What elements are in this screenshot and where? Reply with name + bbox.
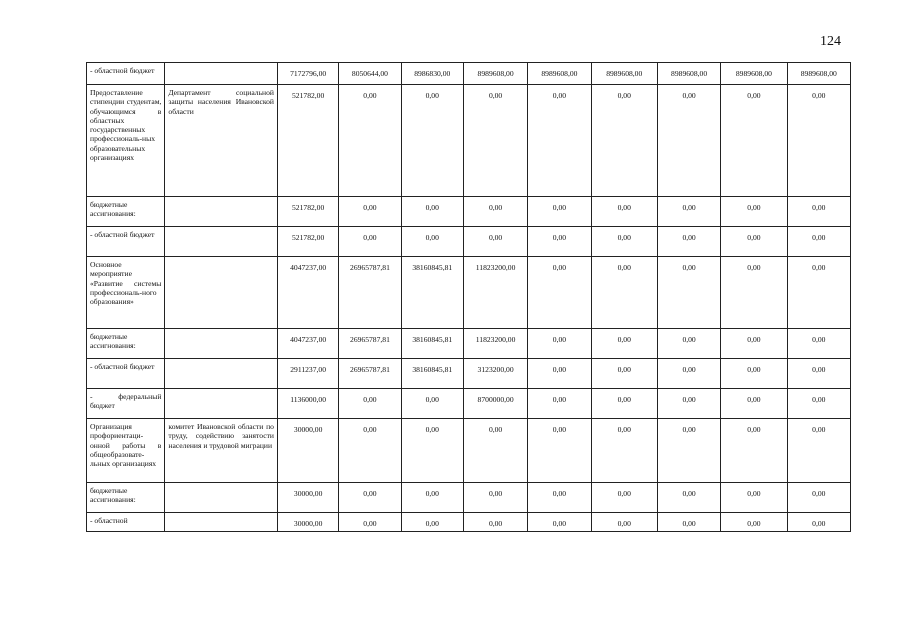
row-value: 0,00	[657, 227, 720, 257]
row-value: 0,00	[528, 359, 591, 389]
row-value: 0,00	[787, 513, 850, 532]
row-executor	[165, 359, 278, 389]
row-value: 0,00	[787, 197, 850, 227]
row-value: 0,00	[591, 257, 657, 329]
row-value: 8986830,00	[401, 63, 463, 85]
row-value: 0,00	[339, 389, 401, 419]
row-value: 0,00	[463, 197, 527, 227]
row-value: 0,00	[401, 85, 463, 197]
table-row	[87, 85, 851, 197]
row-value: 0,00	[657, 483, 720, 513]
row-value: 0,00	[721, 85, 787, 197]
row-value: 11823200,00	[463, 257, 527, 329]
row-value: 3123200,00	[463, 359, 527, 389]
row-name: бюджетные ассигнования:	[87, 329, 165, 359]
row-value: 0,00	[463, 85, 527, 197]
row-value: 0,00	[721, 257, 787, 329]
row-executor	[165, 63, 278, 85]
table-row	[87, 329, 851, 359]
table-row	[87, 63, 851, 85]
row-value: 8989608,00	[528, 63, 591, 85]
row-value: 0,00	[528, 197, 591, 227]
row-executor	[165, 197, 278, 227]
table-row	[87, 483, 851, 513]
row-value: 0,00	[591, 227, 657, 257]
row-executor	[165, 389, 278, 419]
row-value: 30000,00	[277, 419, 338, 483]
row-value: 521782,00	[277, 85, 338, 197]
row-value: 0,00	[591, 329, 657, 359]
row-value: 4047237,00	[277, 257, 338, 329]
row-value: 0,00	[401, 513, 463, 532]
row-name: Организация профориентаци-онной работы в общеобразовате-льных организациях	[87, 419, 165, 483]
budget-table	[86, 62, 851, 532]
row-value: 0,00	[787, 257, 850, 329]
row-value: 0,00	[721, 359, 787, 389]
row-executor: комитет Ивановской области по труду, содействию занятости населения и трудовой миграции	[165, 419, 278, 483]
row-value: 0,00	[591, 483, 657, 513]
row-value: 521782,00	[277, 197, 338, 227]
row-value: 0,00	[657, 513, 720, 532]
row-value: 0,00	[528, 513, 591, 532]
row-value: 38160845,81	[401, 359, 463, 389]
row-executor	[165, 257, 278, 329]
row-value: 1136000,00	[277, 389, 338, 419]
row-value: 8700000,00	[463, 389, 527, 419]
row-value: 0,00	[528, 257, 591, 329]
table-row	[87, 227, 851, 257]
row-value: 30000,00	[277, 513, 338, 532]
row-value: 26965787,81	[339, 329, 401, 359]
row-value: 8989608,00	[463, 63, 527, 85]
row-value: 0,00	[721, 419, 787, 483]
row-value: 0,00	[787, 359, 850, 389]
row-value: 0,00	[528, 483, 591, 513]
row-value: 0,00	[401, 483, 463, 513]
table-row	[87, 419, 851, 483]
row-value: 0,00	[463, 419, 527, 483]
row-value: 0,00	[591, 419, 657, 483]
row-value: 0,00	[657, 85, 720, 197]
row-value: 0,00	[721, 197, 787, 227]
row-value: 0,00	[463, 513, 527, 532]
row-value: 0,00	[401, 197, 463, 227]
row-executor	[165, 513, 278, 532]
row-value: 2911237,00	[277, 359, 338, 389]
row-executor	[165, 483, 278, 513]
row-value: 0,00	[463, 227, 527, 257]
page-number: 124	[820, 34, 841, 49]
row-name: бюджетные ассигнования:	[87, 483, 165, 513]
row-value: 0,00	[721, 329, 787, 359]
row-value: 0,00	[463, 483, 527, 513]
row-value: 0,00	[721, 483, 787, 513]
row-value: 8050644,00	[339, 63, 401, 85]
row-value: 0,00	[721, 513, 787, 532]
row-value: 4047237,00	[277, 329, 338, 359]
row-executor: Департамент социальной защиты населения Ивановской области	[165, 85, 278, 197]
row-value: 0,00	[787, 227, 850, 257]
row-name: Предоставление стипендии студентам, обучающимся в областных государственных профессиональ-ных образовательных организациях	[87, 85, 165, 197]
row-name: - областной бюджет	[87, 359, 165, 389]
row-value: 0,00	[339, 419, 401, 483]
row-name: - областной бюджет	[87, 63, 165, 85]
row-value: 26965787,81	[339, 359, 401, 389]
row-value: 0,00	[528, 85, 591, 197]
row-value: 0,00	[401, 227, 463, 257]
row-value: 0,00	[657, 329, 720, 359]
row-value: 0,00	[339, 483, 401, 513]
row-value: 0,00	[657, 257, 720, 329]
row-value: 0,00	[339, 197, 401, 227]
row-value: 8989608,00	[591, 63, 657, 85]
row-value: 0,00	[591, 513, 657, 532]
row-value: 0,00	[591, 197, 657, 227]
table-row	[87, 257, 851, 329]
row-value: 0,00	[528, 329, 591, 359]
row-value: 11823200,00	[463, 329, 527, 359]
row-value: 0,00	[787, 419, 850, 483]
row-value: 30000,00	[277, 483, 338, 513]
row-value: 0,00	[657, 389, 720, 419]
row-value: 0,00	[339, 227, 401, 257]
row-name: бюджетные ассигнования:	[87, 197, 165, 227]
row-value: 0,00	[787, 85, 850, 197]
row-value: 0,00	[591, 359, 657, 389]
row-value: 0,00	[401, 389, 463, 419]
row-value: 0,00	[787, 329, 850, 359]
row-value: 521782,00	[277, 227, 338, 257]
row-value: 0,00	[401, 419, 463, 483]
row-value: 0,00	[787, 389, 850, 419]
row-value: 0,00	[657, 197, 720, 227]
row-value: 8989608,00	[787, 63, 850, 85]
row-name: - областной	[87, 513, 165, 532]
row-value: 0,00	[528, 389, 591, 419]
row-executor	[165, 227, 278, 257]
row-value: 0,00	[591, 85, 657, 197]
row-value: 0,00	[528, 227, 591, 257]
row-value: 0,00	[339, 85, 401, 197]
row-value: 0,00	[528, 419, 591, 483]
row-value: 8989608,00	[657, 63, 720, 85]
row-value: 0,00	[339, 513, 401, 532]
row-value: 0,00	[657, 359, 720, 389]
row-value: 38160845,81	[401, 329, 463, 359]
row-value: 0,00	[657, 419, 720, 483]
row-executor	[165, 329, 278, 359]
row-value: 8989608,00	[721, 63, 787, 85]
table-row	[87, 513, 851, 532]
row-name: - федеральный бюджет	[87, 389, 165, 419]
row-value: 38160845,81	[401, 257, 463, 329]
row-name: - областной бюджет	[87, 227, 165, 257]
row-value: 0,00	[787, 483, 850, 513]
row-value: 0,00	[721, 227, 787, 257]
row-value: 0,00	[591, 389, 657, 419]
table-row	[87, 197, 851, 227]
row-value: 26965787,81	[339, 257, 401, 329]
row-value: 7172796,00	[277, 63, 338, 85]
row-value: 0,00	[721, 389, 787, 419]
table-row	[87, 389, 851, 419]
table-row	[87, 359, 851, 389]
row-name: Основное мероприятие «Развитие системы профессиональ-ного образования»	[87, 257, 165, 329]
